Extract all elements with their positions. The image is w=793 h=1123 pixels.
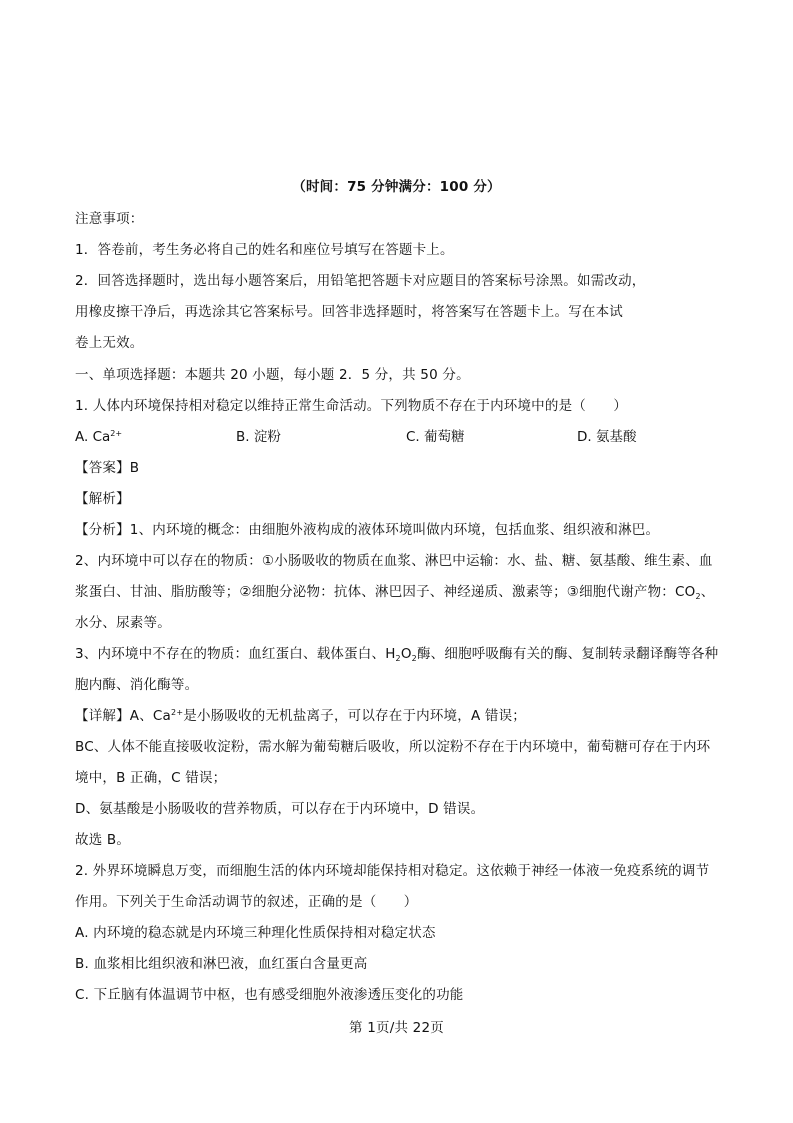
q1-option-d: D. 氨基酸 <box>577 429 637 445</box>
q1-xiangjie: 【详解】A、$Ca^{2+}$是小肠吸收的无机盐离子，可以存在于内环境，A 错误； <box>75 708 526 724</box>
page-footer: 第 1页/共 22页 <box>349 1020 444 1036</box>
q1-fenxi-2c: 水分、尿素等。 <box>75 615 171 631</box>
q1-option-c: C. 葡萄糖 <box>406 429 465 445</box>
notes-title: 注意事项： <box>75 211 144 227</box>
q1-analysis-heading: 【解析】 <box>75 491 130 507</box>
q1-fenxi-1: 【分析】1、内环境的概念：由细胞外液构成的液体环境叫做内环境，包括血浆、组织液和淋巴。 <box>75 522 660 538</box>
q2-option-c: C. 下丘脑有体温调节中枢，也有感受细胞外液渗透压变化的功能 <box>75 987 464 1003</box>
time-note: （时间：75 分钟满分：100 分） <box>292 179 501 195</box>
q1-options <box>0 428 793 446</box>
section-title: 一、单项选择题：本题共 20 小题，每小题 2．5 分，共 50 分。 <box>75 367 470 383</box>
q1-answer: 【答案】B <box>75 460 140 476</box>
notes-item-2-line-2: 用橡皮擦干净后，再选涂其它答案标号。回答非选择题时，将答案写在答题卡上。写在本试 <box>75 304 623 320</box>
q2-option-a: A. 内环境的稳态就是内环境三种理化性质保持相对稳定状态 <box>75 925 436 941</box>
q2-stem-line-1: 2. 外界环境瞬息万变，而细胞生活的体内环境却能保持相对稳定。这依赖于神经一体液一免疫系统的调节 <box>75 863 710 879</box>
notes-item-2-line-1: 2．回答选择题时，选出每小题答案后，用铅笔把答题卡对应题目的答案标号涂黑。如需改动， <box>75 273 646 289</box>
q1-stem: 1. 人体内环境保持相对稳定以维持正常生命活动。下列物质不存在于内环境中的是（ ） <box>75 398 628 414</box>
q1-fenxi-3b: 胞内酶、消化酶等。 <box>75 677 199 693</box>
q1-option-a: A. $Ca^{2+}$ <box>75 429 123 445</box>
q1-d-line: D、氨基酸是小肠吸收的营养物质，可以存在于内环境中，D 错误。 <box>75 801 485 817</box>
q1-bc-line-1: BC、人体不能直接吸收淀粉，需水解为葡萄糖后吸收，所以淀粉不存在于内环境中，葡萄糖可存在于内环 <box>75 739 711 755</box>
q1-fenxi-2b: 浆蛋白、甘油、脂肪酸等；②细胞分泌物：抗体、淋巴因子、神经递质、激素等；③细胞代谢产物：$CO_2$、 <box>75 584 715 601</box>
q1-bc-line-2: 境中，B 正确，C 错误； <box>75 770 227 786</box>
q2-stem-line-2: 作用。下列关于生命活动调节的叙述，正确的是（ ） <box>75 894 418 910</box>
q1-conclusion: 故选 B。 <box>75 832 131 848</box>
q1-fenxi-2a: 2、内环境中可以存在的物质：①小肠吸收的物质在血浆、淋巴中运输：水、盐、糖、氨基酸、维生素、血 <box>75 553 713 569</box>
q2-option-b: B. 血浆相比组织液和淋巴液，血红蛋白含量更高 <box>75 956 368 972</box>
q1-fenxi-3a: 3、内环境中不存在的物质：血红蛋白、载体蛋白、$H_2O_2$酶、细胞呼吸酶有关的酶、复制转录翻译酶等各种 <box>75 646 719 663</box>
q1-option-b: B. 淀粉 <box>236 429 281 445</box>
notes-item-2-line-3: 卷上无效。 <box>75 335 144 351</box>
notes-item-1: 1．答卷前，考生务必将自己的姓名和座位号填写在答题卡上。 <box>75 242 454 258</box>
